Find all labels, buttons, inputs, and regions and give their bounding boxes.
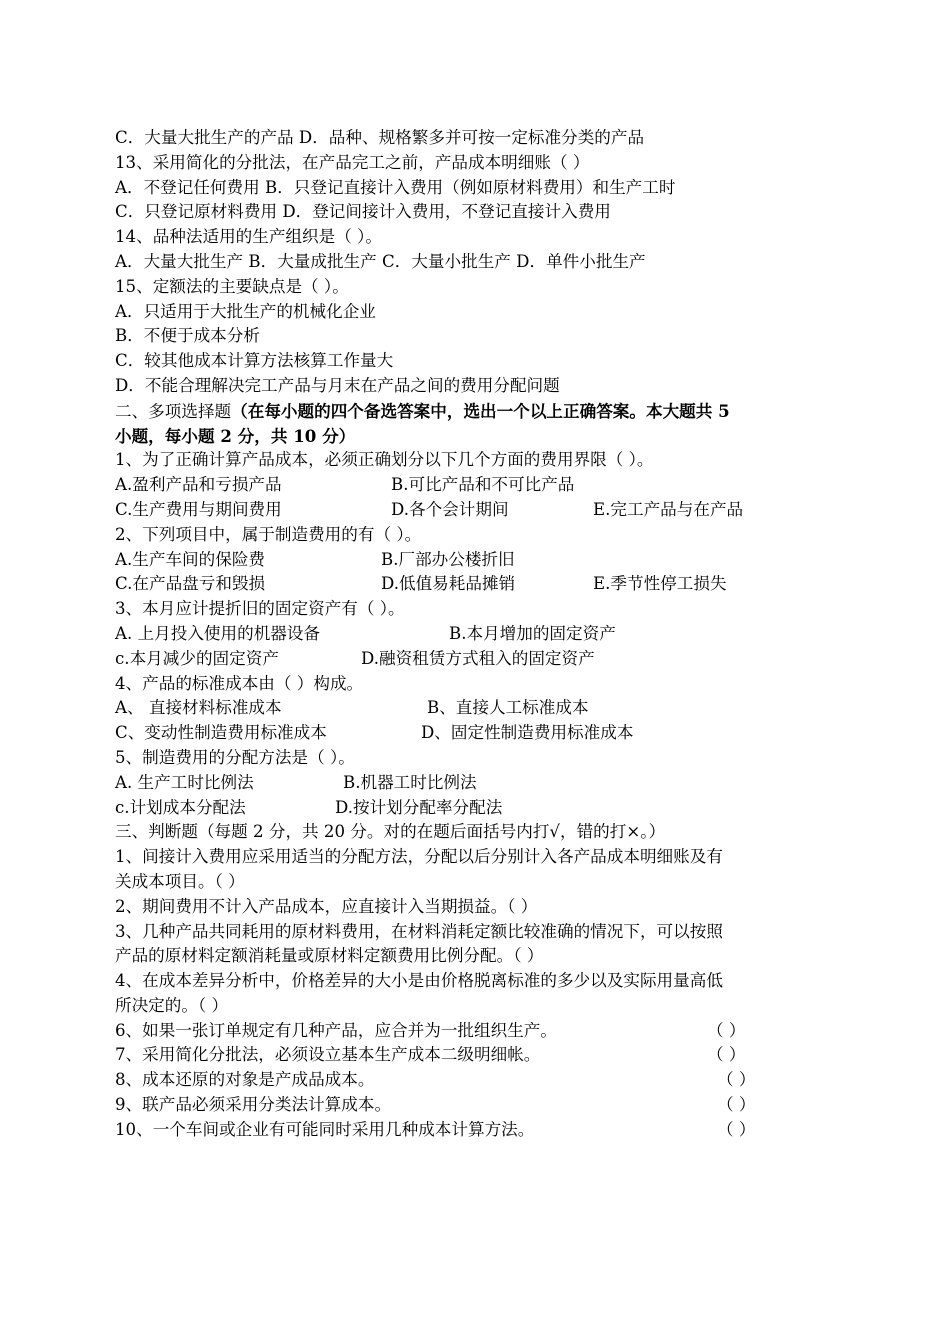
tf9 [115,1093,845,1118]
q13-option-ab [115,176,845,201]
answer-blank: （ ） [717,1119,756,1139]
line-text: 关成本项目。（ ） [115,871,245,891]
line-text: A．只适用于大批生产的机械化企业 [115,301,376,321]
section-title: 二、多项选择题 [115,401,232,421]
tf4-line1 [115,969,845,994]
section-title: 三、判断题（每题 2 分，共 20 分。对的在题后面括号内打√，错的打×。） [115,822,666,842]
tf4-line2 [115,994,845,1019]
answer-blank: （ ） [717,1095,756,1115]
mc3-options-cd [115,647,845,672]
line-text: 6、如果一张订单规定有几种产品，应合并为一批组织生产。 [115,1020,557,1040]
option-a: A.生产车间的保险费 [115,549,266,569]
line-text: 4、产品的标准成本由（ ）构成。 [115,673,364,693]
line-text: 7、采用简化分批法，必须设立基本生产成本二级明细帐。 [115,1045,541,1065]
line-text: 4、在成本差异分析中，价格差异的大小是由价格脱离标准的多少以及实际用量高低 [115,971,723,991]
option-b: B.可比产品和不可比产品 [391,475,575,495]
mc3-question [115,597,845,622]
line-text: 13、采用简化的分批法，在产品完工之前，产品成本明细账（ ） [115,152,590,172]
mc2-options-cde [115,572,845,597]
option-c: c.计划成本分配法 [115,797,246,817]
line-text: 8、成本还原的对象是产成品成本。 [115,1070,375,1090]
q13-question [115,151,845,176]
line-text: 15、定额法的主要缺点是（ ）。 [115,276,349,296]
line-text: 所决定的。（ ） [115,995,229,1015]
tf3-line2 [115,944,845,969]
line-text: 3、几种产品共同耗用的原材料费用，在材料消耗定额比较准确的情况下，可以按照 [115,921,723,941]
exam-content [115,126,845,1143]
line-text: D．不能合理解决完工产品与月末在产品之间的费用分配问题 [115,375,560,395]
tf8 [115,1068,845,1093]
q12-option-cd [115,126,845,151]
mc4-options-ab [115,696,845,721]
section-instructions: 小题，每小题 2 分，共 10 分） [115,425,356,446]
mc5-options-ab [115,771,845,796]
option-b: B.厂部办公楼折旧 [381,549,515,569]
line-text: 2、下列项目中，属于制造费用的有（ ）。 [115,524,422,544]
q15-option-b [115,324,845,349]
option-e: E.季节性停工损失 [593,574,727,594]
option-c: c.本月减少的固定资产 [115,648,279,668]
tf10 [115,1118,845,1143]
option-c: C.在产品盘亏和毁损 [115,574,266,594]
line-text: 2、期间费用不计入产品成本，应直接计入当期损益。（ ） [115,896,538,916]
option-a: A、 直接材料标准成本 [115,698,282,718]
option-b: B.本月增加的固定资产 [449,623,616,643]
option-c: C.生产费用与期间费用 [115,499,282,519]
option-a: A.盈利产品和亏损产品 [115,475,282,495]
q15-option-c [115,349,845,374]
line-text: A．大量大批生产 B．大量成批生产 C．大量小批生产 D．单件小批生产 [115,251,646,271]
section-instructions: （在每小题的四个备选答案中，选出一个以上正确答案。本大题共 5 [231,400,730,421]
line-text: 9、联产品必须采用分类法计算成本。 [115,1095,392,1115]
option-d: D.按计划分配率分配法 [335,797,503,817]
mc1-options-ab [115,473,845,498]
tf1-line2 [115,870,845,895]
mc2-question [115,523,845,548]
answer-blank: （ ） [717,1070,756,1090]
line-text: 14、品种法适用的生产组织是（ ）。 [115,227,382,247]
section2-heading-cont [115,424,845,449]
section2-heading [115,399,845,424]
line-text: A．不登记任何费用 B．只登记直接计入费用（例如原材料费用）和生产工时 [115,177,676,197]
q15-option-a [115,300,845,325]
q14-question [115,225,845,250]
line-text: 1、间接计入费用应采用适当的分配方法，分配以后分别计入各产品成本明细账及有 [115,847,723,867]
option-e: E.完工产品与在产品 [593,499,744,519]
option-a: A. 生产工时比例法 [115,772,254,792]
option-d: D.低值易耗品摊销 [381,574,516,594]
mc3-options-ab [115,622,845,647]
q13-option-cd [115,200,845,225]
mc4-question [115,672,845,697]
option-d: D.各个会计期间 [391,499,509,519]
line-text: 产品的原材料定额消耗量或原材料定额费用比例分配。（ ） [115,946,544,966]
mc4-options-cd [115,721,845,746]
tf2 [115,895,845,920]
tf1-line1 [115,845,845,870]
tf7 [115,1043,845,1068]
mc5-question [115,746,845,771]
tf3-line1 [115,920,845,945]
option-b: B、直接人工标准成本 [427,698,589,718]
mc1-question [115,448,845,473]
line-text: 10、一个车间或企业有可能同时采用几种成本计算方法。 [115,1119,535,1139]
option-a: A. 上月投入使用的机器设备 [115,623,321,643]
line-text: 3、本月应计提折旧的固定资产有（ ）。 [115,599,405,619]
line-text: 5、制造费用的分配方法是（ ）。 [115,747,355,767]
q15-question [115,275,845,300]
section3-heading [115,820,845,845]
answer-blank: （ ） [707,1020,746,1040]
mc1-options-cde [115,498,845,523]
line-text: B．不便于成本分析 [115,326,260,346]
option-b: B.机器工时比例法 [343,772,477,792]
option-d: D、固定性制造费用标准成本 [421,723,634,743]
mc5-options-cd [115,796,845,821]
option-c: C、变动性制造费用标准成本 [115,723,327,743]
option-d: D.融资租赁方式租入的固定资产 [361,648,595,668]
line-text: C．较其他成本计算方法核算工作量大 [115,351,394,371]
tf6 [115,1019,845,1044]
line-text: C．只登记原材料费用 D．登记间接计入费用，不登记直接计入费用 [115,202,611,222]
answer-blank: （ ） [707,1045,746,1065]
mc2-options-ab [115,548,845,573]
q14-options [115,250,845,275]
q15-option-d [115,374,845,399]
line-text: C．大量大批生产的产品 D．品种、规格繁多并可按一定标准分类的产品 [115,128,645,147]
line-text: 1、为了正确计算产品成本，必须正确划分以下几个方面的费用界限（ ）。 [115,450,654,470]
